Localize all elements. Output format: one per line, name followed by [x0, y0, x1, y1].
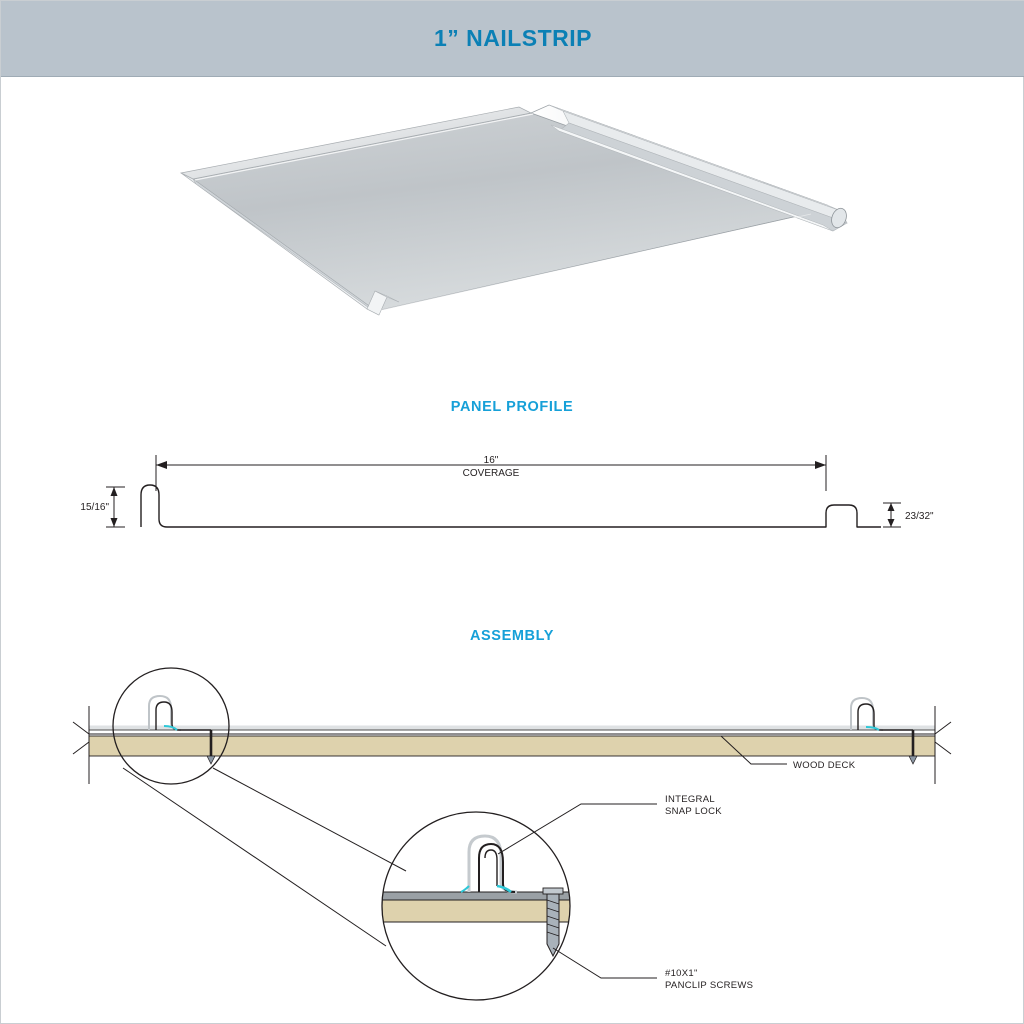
- coverage-dim-label: COVERAGE: [462, 468, 520, 479]
- left-rib-height-label: 15/16": [81, 502, 109, 513]
- screws-callout-line2: PANCLIP SCREWS: [665, 980, 754, 991]
- assembly-section-title: ASSEMBLY: [469, 628, 555, 644]
- assembly-drawing: [61, 656, 1001, 1016]
- coverage-dim-value: 16": [483, 455, 499, 466]
- wood-deck-callout-label: WOOD DECK: [793, 760, 856, 771]
- snap-lock-callout-line1: INTEGRAL: [665, 794, 715, 805]
- right-leg-height-label: 23/32": [905, 511, 934, 522]
- panel-profile-section-title: PANEL PROFILE: [450, 399, 574, 415]
- page-title: 1” NAILSTRIP: [433, 25, 593, 51]
- screws-callout-line1: #10X1": [665, 968, 698, 979]
- panel-3d-illustration: [151, 101, 851, 361]
- panel-profile-drawing: [81, 441, 961, 566]
- header-bar: [1, 1, 1024, 77]
- snap-lock-callout-line2: SNAP LOCK: [665, 806, 722, 817]
